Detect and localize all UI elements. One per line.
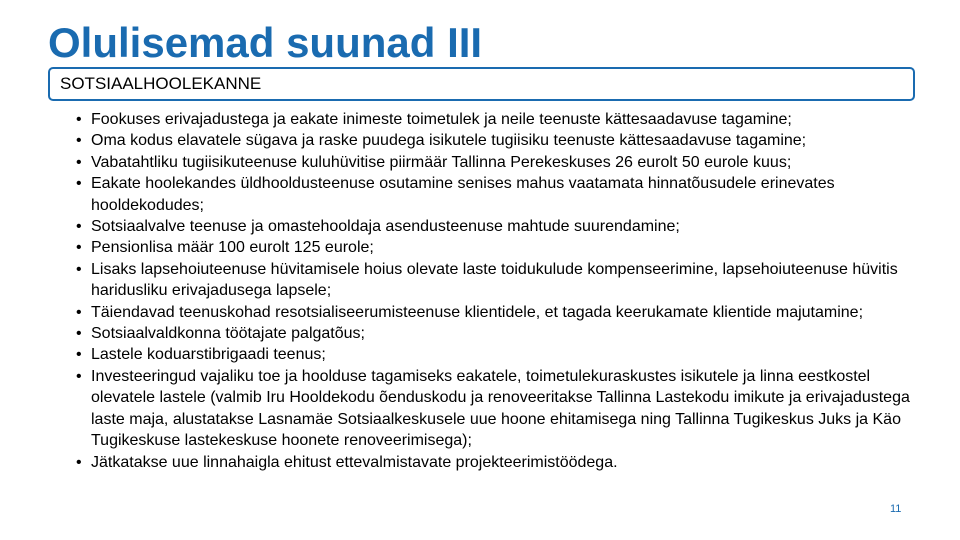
section-heading: SOTSIAALHOOLEKANNE — [60, 74, 262, 93]
bullet-item: • Lastele koduarstibrigaadi teenus; — [78, 344, 918, 365]
bullet-item: • Lisaks lapsehoiuteenuse hüvitamisele hoius olevate laste toidukulude kompenseerimine, lapsehoiuteenuse hüvitis haridusliku erivajadusega lapsele; — [78, 259, 918, 302]
slide-title: Olulisemad suunad III — [48, 19, 483, 66]
bullet-item: • Sotsiaalvalve teenuse ja omastehooldaja asendusteenuse mahtude suurendamine; — [78, 216, 918, 237]
page-number: 11 — [890, 503, 902, 515]
bullet-item: • Täiendavad teenuskohad resotsialiseerumisteenuse klientidele, et tagada keerukamate klientide majutamine; — [78, 302, 918, 323]
bullet-item: • Sotsiaalvaldkonna töötajate palgatõus; — [78, 323, 918, 344]
bullet-item: • Pensionlisa määr 100 eurolt 125 eurole; — [78, 237, 918, 258]
bullet-item: • Jätkatakse uue linnahaigla ehitust ettevalmistavate projekteerimistöödega. — [78, 452, 918, 473]
bullet-item: • Investeeringud vajaliku toe ja hoolduse tagamiseks eakatele, toimetulekuraskustes isikutele ja linna eestkostel olevatele lastele (valmib Iru Hooldekodu õenduskodu ja renoveeritakse Tallinna Lastekodu imikute ja erivajadustega laste maja, alustatakse Lasnamäe Sotsiaalkeskusele uue hoone ehitamisega ning Tallinna Tugikeskus Juks ja Käo Tugikeskuse lastekeskuse hoonete renoveerimisega); — [78, 366, 918, 452]
bullet-item: • Oma kodus elavatele sügava ja raske puudega isikutele tugiisiku teenuste kättesaadavuse tagamine; — [78, 130, 918, 151]
bullet-list — [78, 109, 918, 473]
bullet-item: • Vabatahtliku tugiisikuteenuse kuluhüvitise piirmäär Tallinna Perekeskuses 26 eurolt 50 eurole kuus; — [78, 152, 918, 173]
section-heading-box — [48, 67, 915, 101]
bullet-item: • Eakate hoolekandes üldhooldusteenuse osutamine senises mahus vaatamata hinnatõusudele erinevates hooldekodudes; — [78, 173, 918, 216]
bullet-item: • Fookuses erivajadustega ja eakate inimeste toimetulek ja neile teenuste kättesaadavuse tagamine; — [78, 109, 918, 130]
